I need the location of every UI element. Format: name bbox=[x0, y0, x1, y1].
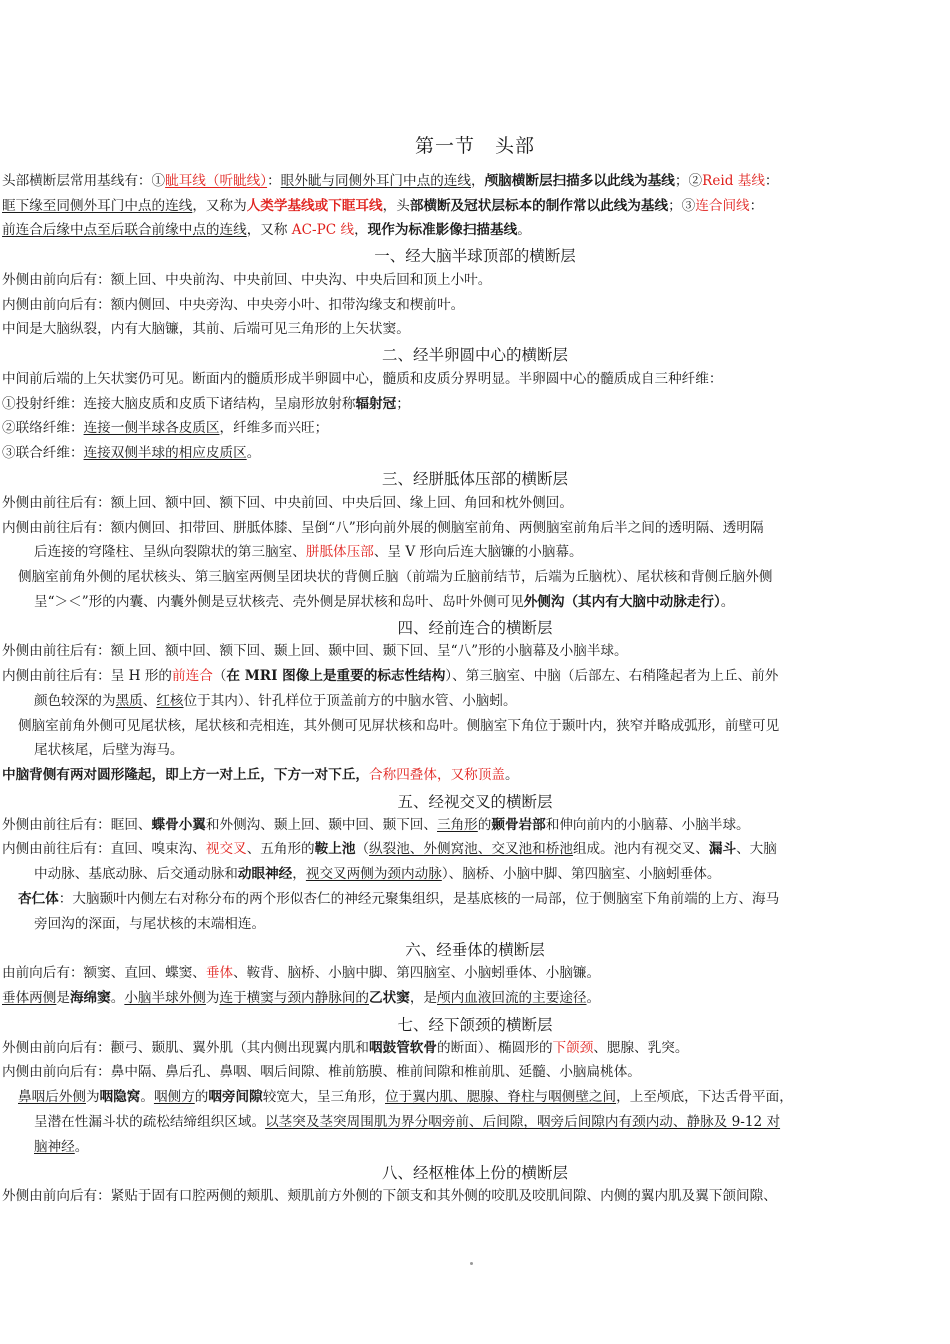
text: 脑神经 bbox=[34, 1139, 75, 1155]
s5-line-2 bbox=[2, 839, 946, 859]
text: 的 bbox=[194, 1089, 209, 1105]
text: 中动脉、基底动脉、后交通动脉和 bbox=[34, 866, 238, 882]
text: ；③ bbox=[668, 198, 696, 214]
text: ， bbox=[470, 173, 485, 189]
s1-line-2: 内侧由前向后有：额内侧回、中央旁沟、中央旁小叶、扣带沟缘支和楔前叶。 bbox=[2, 297, 465, 313]
text: 内侧由前往后有：直回、嗅束沟、 bbox=[2, 841, 206, 857]
s2-line-1: 中间前后端的上矢状窦仍可见。断面内的髓质形成半卵圆中心，髓质和皮质分界明显。半卵圆中心的髓质成自三种纤维： bbox=[2, 371, 723, 387]
s7-line-2: 内侧由前向后有：鼻中隔、鼻后孔、鼻咽、咽后间隙、椎前筋膜、椎前间隙和椎前肌、延髓、小脑扁桃体。 bbox=[2, 1064, 641, 1080]
section-heading-8: 八、经枢椎体上份的横断层 bbox=[381, 1164, 568, 1182]
s3-line-5 bbox=[34, 592, 946, 612]
text: 鼻咽后外侧 bbox=[18, 1089, 86, 1105]
section-heading-7: 七、经下颌颈的横断层 bbox=[397, 1016, 553, 1034]
text: 连合间线 bbox=[695, 198, 750, 214]
s4-line-5: 尾状核尾，后壁为海马。 bbox=[34, 742, 184, 758]
text: 眶下缘至同侧外耳门中点的连线 bbox=[2, 198, 193, 214]
text: 杏仁体 bbox=[18, 891, 59, 907]
section-heading-4: 四、经前连合的横断层 bbox=[397, 619, 553, 637]
s4-line-4: 侧脑室前角外侧可见尾状核，尾状核和壳相连，其外侧可见屏状核和岛叶。侧脑室下角位于颞叶内，狭窄并略成弧形，前壁可见 bbox=[18, 718, 780, 734]
text: ， bbox=[292, 866, 306, 882]
text: 乙状窦 bbox=[369, 990, 410, 1006]
text: 视交叉 bbox=[205, 841, 247, 857]
text: 三角形 bbox=[437, 817, 478, 833]
text: 胼胝体压部 bbox=[305, 544, 374, 560]
text: 合称四叠体，又称顶盖 bbox=[369, 767, 505, 783]
text: ）、第三脑室、中脑（后部左、右稍隆起者为上丘、前外 bbox=[445, 668, 779, 684]
text: 是 bbox=[56, 990, 70, 1006]
text: 眼外眦与同侧外耳门中点的连线 bbox=[280, 173, 471, 189]
text: 连接一侧半球各皮质区 bbox=[83, 420, 220, 436]
text: ；② bbox=[674, 173, 703, 189]
text: AC-PC 线 bbox=[291, 222, 355, 238]
text: 部横断及冠状层标本的制作常以此线为基线 bbox=[409, 198, 669, 214]
text: ； bbox=[396, 396, 410, 412]
text: 颜色较深的为 bbox=[34, 693, 116, 709]
s5-line-4 bbox=[18, 889, 946, 909]
text: 、鞍背、脑桥、小脑中脚、第四脑室、小脑蚓垂体、小脑镰。 bbox=[233, 965, 601, 981]
text: 。 bbox=[586, 990, 601, 1006]
s2-line-4 bbox=[2, 443, 946, 463]
text: 咽隐窝 bbox=[99, 1089, 141, 1105]
s6-line-1 bbox=[2, 963, 946, 983]
s3-line-3 bbox=[34, 542, 946, 562]
text: 在 MRI 图像上是重要的标志性结构 bbox=[226, 668, 446, 684]
text: 连于横窦与颈内静脉间的 bbox=[219, 990, 370, 1006]
text: 外侧由前往后有：眶回、 bbox=[2, 817, 152, 833]
text: 和外侧沟、颞上回、颞中回、颞下回、 bbox=[205, 817, 437, 833]
text: 现作为标准影像扫描基线 bbox=[367, 222, 518, 238]
text: ②联络纤维： bbox=[2, 420, 84, 436]
s4-line-1: 外侧由前往后有：额上回、额中回、额下回、颞上回、颞中回、颞下回、呈“八”形的小脑幕及小脑半球。 bbox=[2, 643, 628, 659]
text: 呈“＞＜”形的内囊、内囊外侧是豆状核壳、壳外侧是屏状核和岛叶、岛叶外侧可见 bbox=[34, 594, 524, 610]
text: ：大脑颞叶内侧左右对称分布的两个形似杏仁的神经元聚集组织，是基底核的一局部，位于侧脑室下角前端的上方、海马 bbox=[58, 891, 780, 907]
intro-line-3 bbox=[2, 220, 946, 240]
text: 。 bbox=[110, 990, 125, 1006]
s2-line-2 bbox=[2, 394, 946, 414]
section-heading-2: 二、经半卵圆中心的横断层 bbox=[381, 346, 568, 364]
text: 头部横断层常用基线有：① bbox=[2, 173, 166, 189]
text: 下颌颈 bbox=[552, 1040, 594, 1056]
text: 由前向后有：额窦、直回、蝶窦、 bbox=[2, 965, 206, 981]
text: 内侧由前往后有：呈 H 形的 bbox=[2, 668, 173, 684]
text: 连接双侧半球的相应皮质区 bbox=[83, 445, 247, 461]
text: 、 bbox=[142, 693, 157, 709]
text: 视交叉两侧为颈内动脉 bbox=[305, 866, 442, 882]
text: 动眼神经 bbox=[237, 866, 293, 882]
s3-line-4: 侧脑室前角外侧的尾状核头、第三脑室两侧呈团块状的背侧丘脑（前端为丘脑前结节，后端为丘脑枕）、尾状核和背侧丘脑外侧 bbox=[18, 569, 773, 585]
text: ，又称 bbox=[246, 222, 292, 238]
text: 颅脑横断层扫描多以此线为基线 bbox=[484, 173, 675, 189]
text: 。 bbox=[140, 1089, 154, 1105]
text: 蝶骨小翼 bbox=[151, 817, 206, 833]
page-dot bbox=[470, 1262, 473, 1265]
text: 小脑半球外侧 bbox=[124, 990, 206, 1006]
section-heading-6: 六、经垂体的横断层 bbox=[405, 941, 545, 959]
text: 纵裂池、外侧窝池、交叉池和桥池 bbox=[369, 841, 573, 857]
s7-line-5 bbox=[34, 1137, 946, 1157]
text: 。 bbox=[246, 445, 261, 461]
text: 辐射冠 bbox=[355, 396, 397, 412]
text: ）、脑桥、小脑中脚、第四脑室、小脑蚓垂体。 bbox=[441, 866, 721, 882]
text: ，纤维多而兴旺； bbox=[219, 420, 329, 436]
text: 海绵窦 bbox=[69, 990, 111, 1006]
s4-line-6 bbox=[2, 765, 946, 785]
text: 垂体两侧 bbox=[2, 990, 57, 1006]
text: 位于翼内肌、腮腺、脊柱与咽侧壁之间 bbox=[385, 1089, 617, 1105]
text: 和伸向前内的小脑幕、小脑半球。 bbox=[545, 817, 750, 833]
text: ，头 bbox=[382, 198, 410, 214]
text: 组成。池内有视交叉、 bbox=[572, 841, 709, 857]
text: 较宽大，呈三角形， bbox=[262, 1089, 386, 1105]
s3-line-2: 内侧由前往后有：额内侧回、扣带回、胼胝体膝、呈倒“八”形向前外展的侧脑室前角、两侧脑室前角后半之间的透明隔、透明隔 bbox=[2, 520, 764, 536]
s7-line-3 bbox=[18, 1087, 946, 1107]
s6-line-2 bbox=[2, 988, 946, 1008]
text: ： bbox=[764, 173, 779, 189]
text: 为 bbox=[205, 990, 220, 1006]
page-title: 第一节 头部 bbox=[414, 135, 535, 157]
s5-line-1 bbox=[2, 815, 946, 835]
text: ，上至颅底，下达舌骨平面， bbox=[616, 1089, 793, 1105]
s1-line-1: 外侧由前向后有：额上回、中央前沟、中央前回、中央沟、中央后回和顶上小叶。 bbox=[2, 272, 492, 288]
text: 眦耳线（听眦线） bbox=[165, 173, 268, 189]
text: ： bbox=[267, 173, 281, 189]
intro-line-1 bbox=[2, 171, 946, 191]
s3-line-1: 外侧由前往后有：额上回、额中回、额下回、中央前回、中央后回、缘上回、角回和枕外侧回。 bbox=[2, 495, 573, 511]
text: 咽旁间隙 bbox=[208, 1089, 263, 1105]
section-heading-3: 三、经胼胝体压部的横断层 bbox=[381, 470, 568, 488]
s1-line-3: 中间是大脑纵裂，内有大脑镰，其前、后端可见三角形的上矢状窦。 bbox=[2, 321, 410, 337]
s8-line-1: 外侧由前向后有：紧贴于固有口腔两侧的颊肌、颊肌前方外侧的下颌支和其外侧的咬肌及咬肌间隙、内侧的翼内肌及翼下颌间隙、 bbox=[2, 1188, 777, 1204]
text: ， bbox=[354, 222, 368, 238]
text: 。 bbox=[517, 222, 531, 238]
intro-line-2 bbox=[2, 196, 946, 216]
s2-line-3 bbox=[2, 418, 946, 438]
s4-line-2 bbox=[2, 666, 946, 686]
text: ①投射纤维：连接大脑皮质和皮质下诸结构，呈扇形放射称 bbox=[2, 396, 356, 412]
text: 后连接的穹隆柱、呈纵向裂隙状的第三脑室、 bbox=[34, 544, 306, 560]
text: 。 bbox=[720, 594, 735, 610]
text: 。 bbox=[504, 767, 519, 783]
text: 、呈 V 形向后连大脑镰的小脑幕。 bbox=[373, 544, 583, 560]
text: 红核 bbox=[156, 693, 184, 709]
text: 以茎突及茎突周围肌为界分咽旁前、后间隙，咽旁后间隙内有颈内动、静脉及 9-12 对 bbox=[265, 1114, 781, 1130]
text: 、五角形的 bbox=[246, 841, 315, 857]
text: 的断面）、椭圆形的 bbox=[437, 1040, 553, 1056]
section-heading-1: 一、经大脑半球顶部的横断层 bbox=[374, 247, 576, 265]
s7-line-4 bbox=[34, 1112, 946, 1132]
text: 前连合后缘中点至后联合前缘中点的连线 bbox=[2, 222, 247, 238]
text: 鞍上池 bbox=[314, 841, 356, 857]
text: 为 bbox=[85, 1089, 100, 1105]
s4-line-3 bbox=[34, 691, 946, 711]
text: 前连合 bbox=[172, 668, 213, 684]
text: 颅内血液回流的主要途径 bbox=[437, 990, 587, 1006]
text: ，又称为 bbox=[192, 198, 247, 214]
text: ： bbox=[749, 198, 764, 214]
text: Reid 基线 bbox=[702, 173, 765, 189]
text: 。 bbox=[74, 1139, 89, 1155]
text: 颞骨岩部 bbox=[491, 817, 546, 833]
s5-line-3 bbox=[34, 864, 946, 884]
text: ③联合纤维： bbox=[2, 445, 84, 461]
section-heading-5: 五、经视交叉的横断层 bbox=[397, 793, 553, 811]
s5-line-5: 旁回沟的深面，与尾状核的末端相连。 bbox=[34, 916, 266, 932]
text: 垂体 bbox=[205, 965, 234, 981]
text: 外侧沟（其内有大脑中动脉走行） bbox=[523, 594, 721, 610]
text: （ bbox=[355, 841, 370, 857]
text: 的 bbox=[477, 817, 492, 833]
text: 咽鼓管软骨 bbox=[369, 1040, 437, 1056]
text: （ bbox=[212, 668, 227, 684]
text: ，是 bbox=[409, 990, 437, 1006]
text: 外侧由前向后有：颧弓、颞肌、翼外肌（其内侧出现翼内肌和 bbox=[2, 1040, 370, 1056]
text: 黑质 bbox=[115, 693, 143, 709]
text: 咽侧方 bbox=[153, 1089, 195, 1105]
text: 漏斗 bbox=[708, 841, 737, 857]
text: 人类学基线或下眶耳线 bbox=[246, 198, 383, 214]
text: 中脑背侧有两对圆形隆起，即上方一对上丘，下方一对下丘， bbox=[2, 767, 370, 783]
text: 、大脑 bbox=[736, 841, 777, 857]
s7-line-1 bbox=[2, 1038, 946, 1058]
text: 位于其内）、针孔样位于顶盖前方的中脑水管、小脑蚓。 bbox=[183, 693, 517, 709]
text: 、腮腺、乳突。 bbox=[593, 1040, 689, 1056]
text: 呈潜在性漏斗状的疏松结缔组织区域。 bbox=[34, 1114, 266, 1130]
